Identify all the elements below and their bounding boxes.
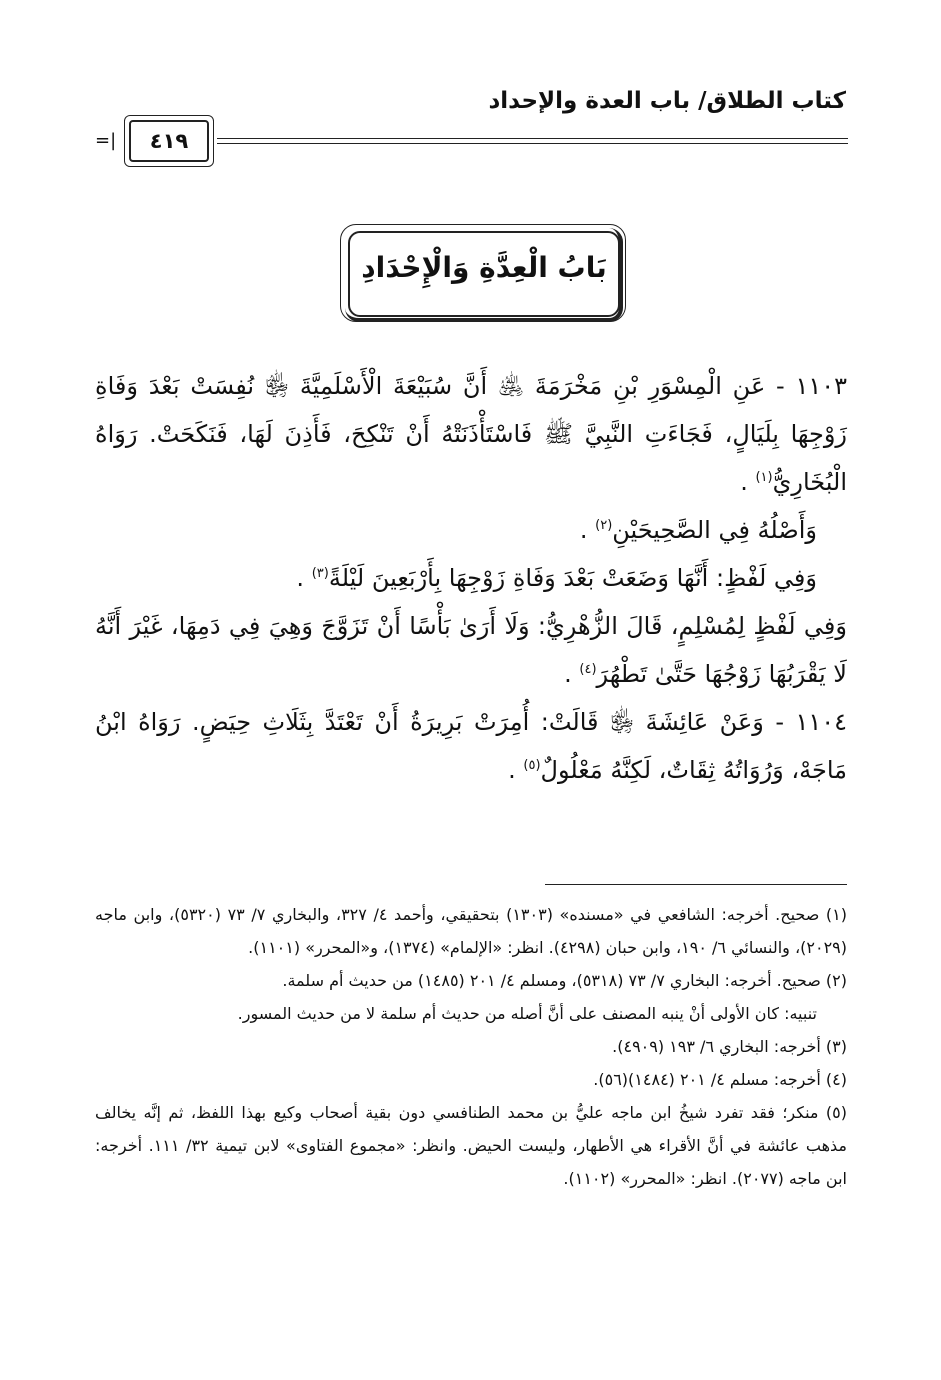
header-rule (95, 120, 848, 164)
header-rule-line-top (217, 138, 848, 139)
footnotes (95, 898, 847, 1195)
muslim-text: وَفِي لَفْظٍ لِمُسْلِمٍ، قَالَ الزُّهْرِيُّ: وَلَا أَرَىٰ بَأْسًا أَنْ تَزَوَّجَ وَهِيَ فِي دَمِهَا، غَيْرَ أَنَّهُ لَا يَقْرَبُهَا زَوْجُهَا حَتَّىٰ تَطْهُرَ (95, 612, 847, 688)
footnote-4: (٤) أخرجه: مسلم ٤/ ٢٠١ (١٤٨٤)(٥٦). (593, 1070, 847, 1089)
hadith-1103-end: . (740, 468, 756, 496)
page-number: ٤١٩ (129, 120, 209, 162)
footnote-ref-2: (٢) (595, 518, 613, 533)
hadith-1104 (95, 698, 847, 794)
footnote-3: (٣) أخرجه: البخاري ٦/ ١٩٣ (٤٩٠٩). (612, 1037, 847, 1056)
sahihain-end: . (579, 516, 596, 544)
footnote-5: (٥) منكر؛ فقد تفرد شيخُ ابن ماجه عليُّ بن محمد الطنافسي دون بقية أصحاب وكيع بهذا اللفظ، ثم إنَّه يخالف مذهب عائشة في أنَّ الأقراء هي الأطهار، وليست الحيض. وانظر: «مجموع الفتاوى» لابن تيمية ٣٢/ ١١١. أخرجه: ابن ماجه (٢٠٧٧). انظر: «المحرر» (١١٠٢). (95, 1103, 848, 1188)
muslim-end: . (564, 660, 580, 688)
hadith-1103 (95, 362, 847, 506)
footnote-2-note: تنبيه: كان الأولى أنْ ينبه المصنف على أنَّ أصله من حديث أم سلمة لا من حديث المسور. (237, 1004, 817, 1023)
header-rule-line-bottom (217, 143, 848, 144)
footnote-ref-3: (٣) (311, 566, 329, 581)
footnote-1: (١) صحيح. أخرجه: الشافعي في «مسنده» (١٣٠٣) بتحقيقي، وأحمد ٤/ ٣٢٧، والبخاري ٧/ ٧٣ (٥٣٢٠)، وابن ماجه (٢٠٢٩)، والنسائي ٦/ ١٩٠، وابن حبان (٤٢٩٨). انظر: «الإلمام» (١٣٧٤)، و«المحرر» (١١٠١). (95, 905, 848, 957)
muslim-note (95, 602, 847, 698)
footnote-ref-1: (١) (755, 470, 773, 485)
sahihain-note (95, 506, 847, 554)
hadith-1104-end: . (508, 756, 524, 784)
footnote-separator (545, 884, 847, 885)
header-tick-marks: =| (95, 130, 117, 151)
lafz-end: . (296, 564, 312, 592)
hadith-1104-text: ١١٠٤ - وَعَنْ عَائِشَةَ ﵂ قَالَتْ: أُمِرَتْ بَرِيرَةُ أَنْ تَعْتَدَّ بِثَلَاثِ حِيَضٍ. رَوَاهُ ابْنُ مَاجَهْ، وَرُوَاتُهُ ثِقَاتٌ، لَكِنَّهُ مَعْلُولٌ (95, 708, 847, 784)
sahihain-text: وَأَصْلُهُ فِي الصَّحِيحَيْنِ (612, 516, 817, 544)
chapter-title: بَابُ الْعِدَّةِ وَالْإِحْدَادِ (361, 251, 607, 284)
footnote-2: (٢) صحيح. أخرجه: البخاري ٧/ ٧٣ (٥٣١٨)، ومسلم ٤/ ٢٠١ (١٤٨٥) من حديث أم سلمة. (282, 971, 847, 990)
lafz-text: وَفِي لَفْظٍ: أَنَّهَا وَضَعَتْ بَعْدَ وَفَاةِ زَوْجِهَا بِأَرْبَعِينَ لَيْلَةً (328, 564, 817, 592)
chapter-title-frame (348, 231, 620, 317)
hadith-1103-text: ١١٠٣ - عَنِ الْمِسْوَرِ بْنِ مَخْرَمَةَ ﵁ أَنَّ سُبَيْعَةَ الْأَسْلَمِيَّةَ ﵂ نُفِسَتْ بَعْدَ وَفَاةِ زَوْجِهَا بِلَيَالٍ، فَجَاءَتِ النَّبِيَّ ﷺ فَاسْتَأْذَنَتْهُ أَنْ تَنْكِحَ، فَأَذِنَ لَهَا، فَنَكَحَتْ. رَوَاهُ الْبُخَارِيُّ (95, 372, 847, 496)
body-text (95, 362, 847, 794)
lafz-note (95, 554, 847, 602)
footnote-ref-4: (٤) (579, 662, 597, 677)
footnote-ref-5: (٥) (523, 758, 541, 773)
running-header: كتاب الطلاق/ باب العدة والإحداد (488, 88, 846, 114)
